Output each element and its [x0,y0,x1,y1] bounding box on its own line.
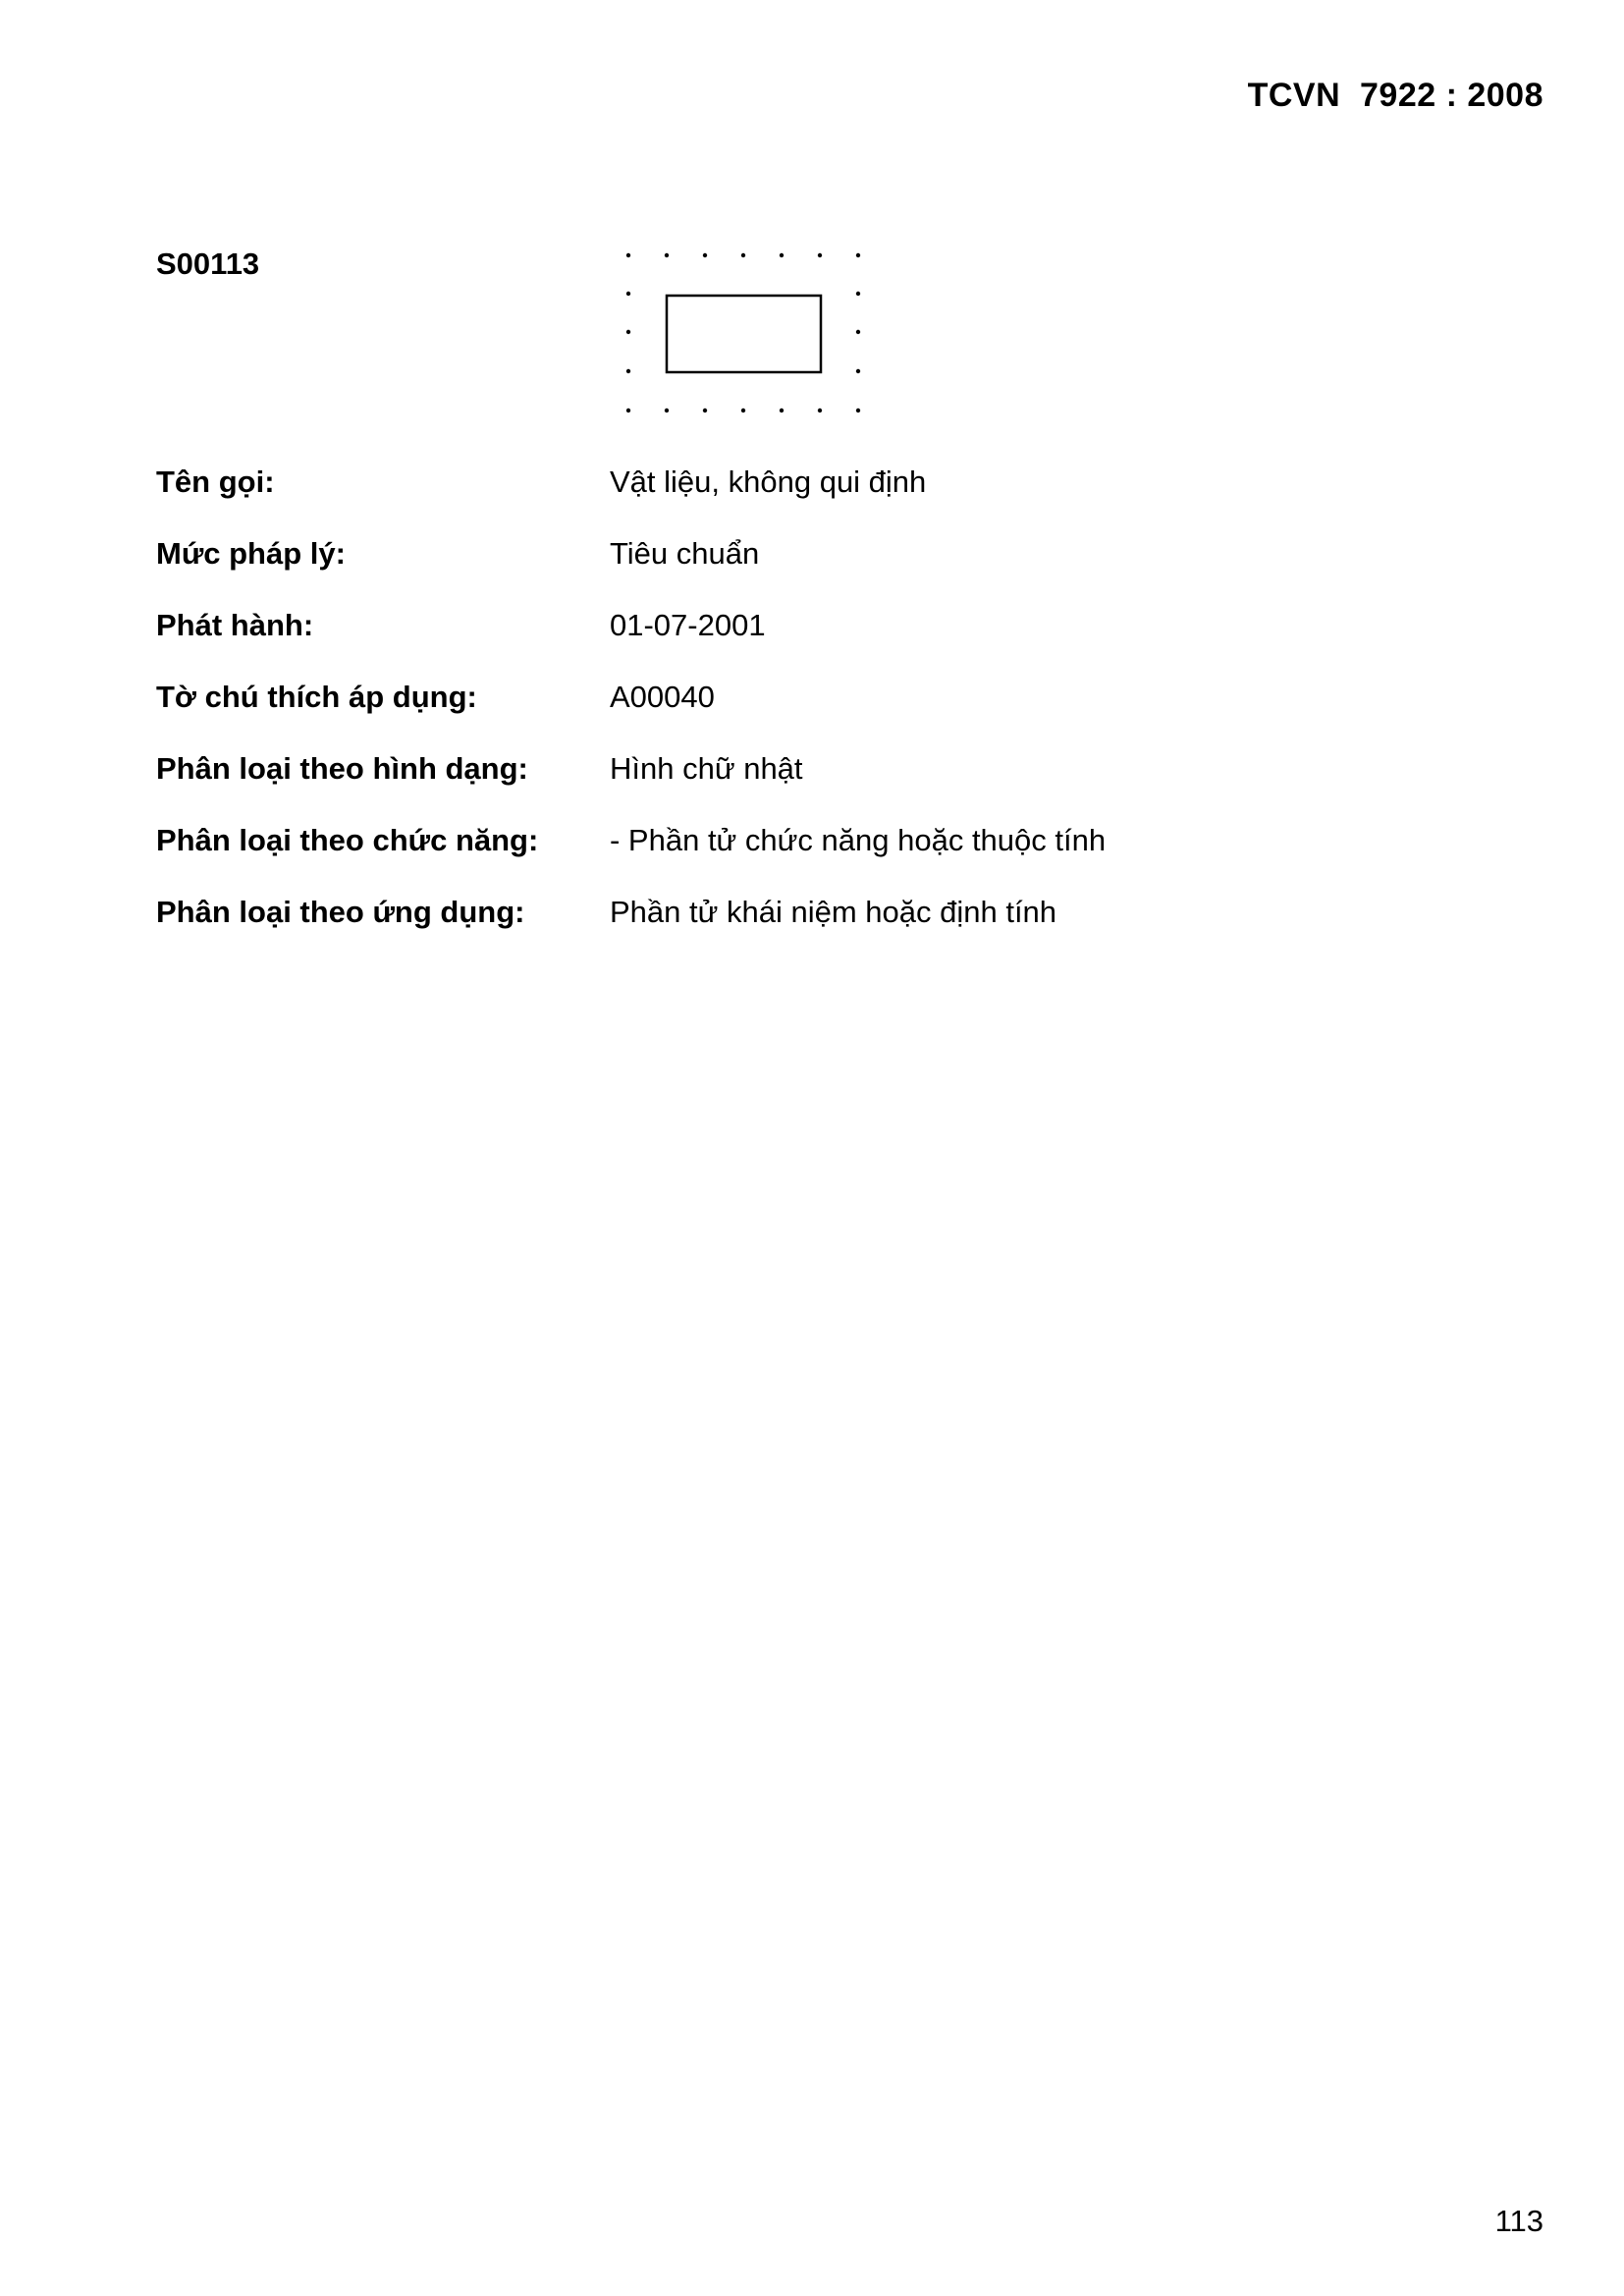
property-label: Tờ chú thích áp dụng: [156,680,477,714]
property-list [156,465,1433,966]
property-row-function-class [156,823,1433,895]
property-row-legal-level [156,536,1433,608]
property-label: Tên gọi: [156,465,275,499]
property-row-application-note [156,680,1433,751]
dotted-frame [626,253,860,412]
property-value: Hình chữ nhật [610,751,803,786]
property-label: Mức pháp lý: [156,536,346,571]
standard-header: TCVN 7922 : 2008 [1247,77,1543,114]
property-value: Phần tử khái niệm hoặc định tính [610,895,1057,929]
property-label: Phân loại theo chức năng: [156,823,539,857]
property-value: 01-07-2001 [610,608,766,642]
symbol-rectangle [667,296,821,372]
property-value: Tiêu chuẩn [610,536,760,571]
property-value: - Phần tử chức năng hoặc thuộc tính [610,823,1107,857]
symbol-graphic [619,244,874,420]
property-label: Phân loại theo hình dạng: [156,751,528,786]
property-row-shape-class [156,751,1433,823]
property-row-release [156,608,1433,680]
property-value: Vật liệu, không qui định [610,465,927,499]
property-row-name [156,465,1433,536]
property-label: Phân loại theo ứng dụng: [156,895,525,929]
page-number: 113 [1494,2204,1543,2238]
property-row-application-class [156,895,1433,966]
property-label: Phát hành: [156,608,314,642]
property-value: A00040 [610,680,715,714]
symbol-id: S00113 [156,246,260,281]
